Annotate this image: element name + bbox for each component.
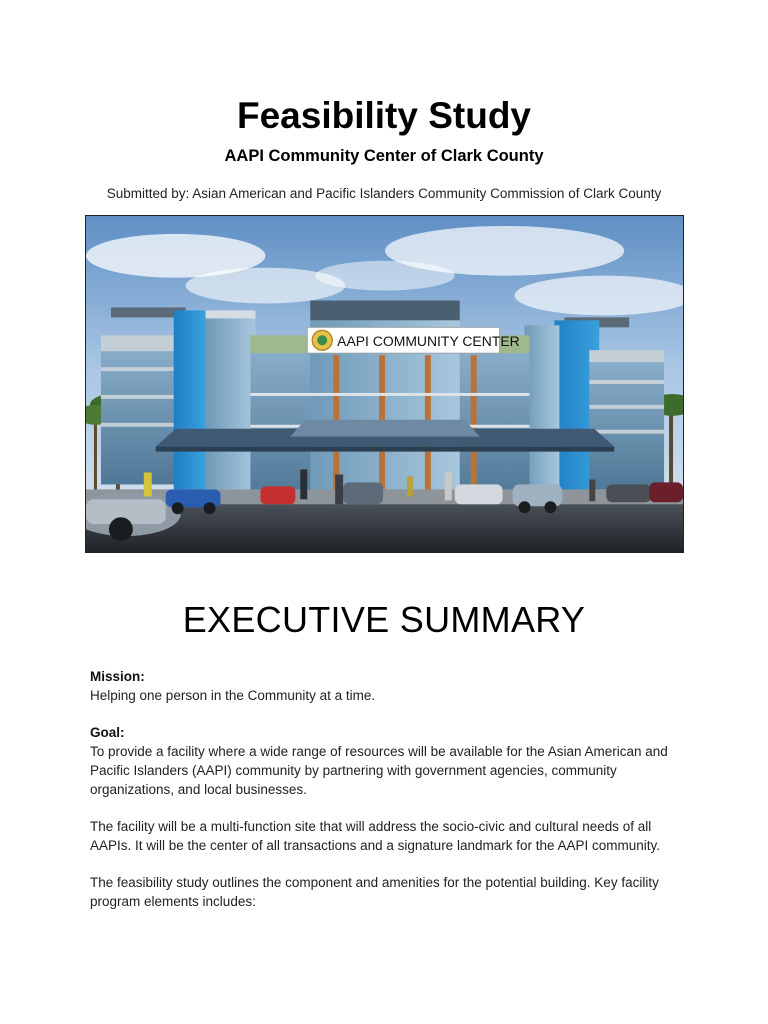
building-sign-text: AAPI COMMUNITY CENTER <box>337 333 520 350</box>
facility-paragraph: The facility will be a multi-function site that will address the socio-civic and cultural needs of all AAPIs. It will be the center of all transactions and a signature landmark for the AAPI community. <box>90 819 661 853</box>
mission-label: Mission: <box>90 669 145 684</box>
goal-text: To provide a facility where a wide range of resources will be available for the Asian American and Pacific Islanders (AAPI) community by partnering with government agencies, community organizations, and local businesses. <box>90 744 668 797</box>
feasibility-paragraph: The feasibility study outlines the component and amenities for the potential building. Key facility program elements includes: <box>90 875 659 909</box>
document-subtitle: AAPI Community Center of Clark County <box>224 147 544 165</box>
building-illustration <box>86 216 683 552</box>
community-center-rendering <box>85 215 684 553</box>
document-title: Feasibility Study <box>236 95 531 136</box>
mission-section <box>90 667 690 705</box>
goal-section <box>90 723 690 799</box>
mission-text: Helping one person in the Community at a time. <box>90 688 376 703</box>
goal-label: Goal: <box>90 725 125 740</box>
executive-summary-heading: EXECUTIVE SUMMARY <box>182 599 586 640</box>
submitted-by-line: Submitted by: Asian American and Pacific Islanders Community Commission of Clark County <box>106 186 662 201</box>
